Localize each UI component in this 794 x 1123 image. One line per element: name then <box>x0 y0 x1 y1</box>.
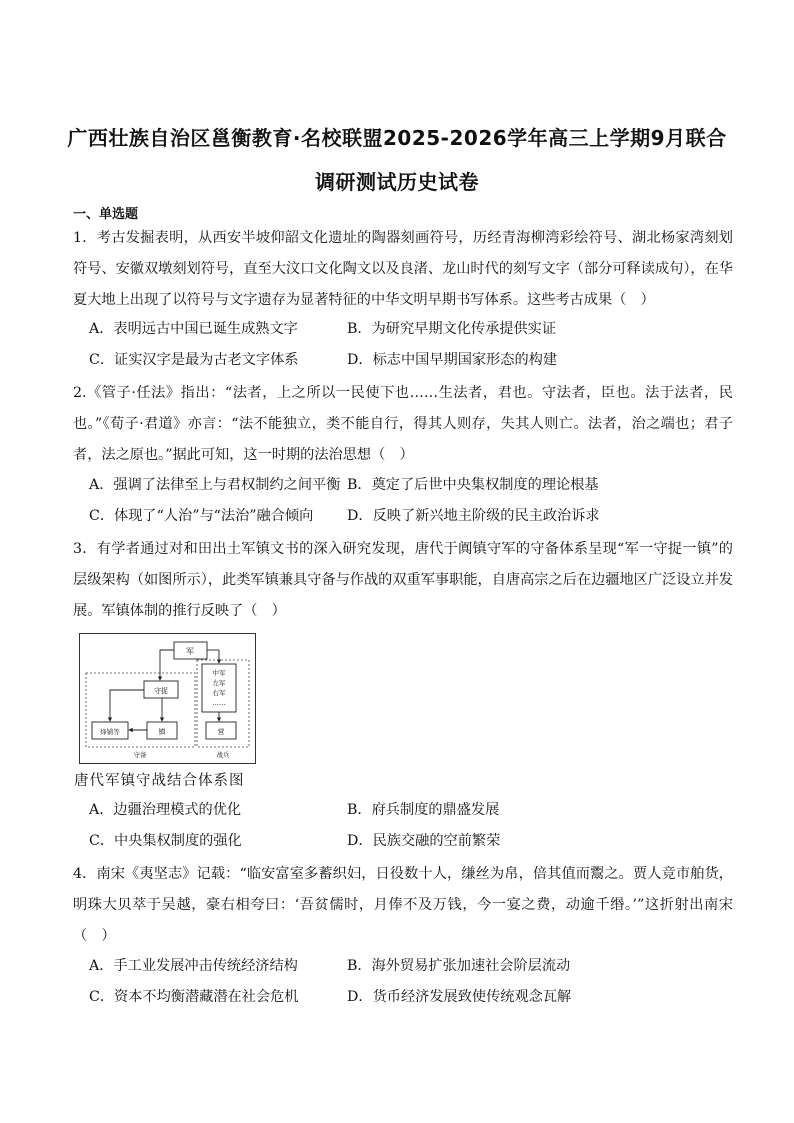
question-4-stem: 4．南宋《夷坚志》记载：“临安富室多蓄织妇，日役数十人，缣丝为帛，倍其值而鬻之。贾人竞市舶货，明珠大贝萃于吴越，豪右相夸曰：‘吾贫儒时，月俸不及万钱，今一宴之费，动逾千缗。’”这折射出南宋（ ） <box>73 866 733 944</box>
label-shouzhuo: 守捉 <box>154 687 168 695</box>
label-zuojun: 左军 <box>212 679 226 687</box>
title-line-1: 广西壮族自治区邕衡教育·名校联盟2025-2026学年高三上学期9月联合 <box>67 126 727 150</box>
military-system-diagram <box>79 633 256 764</box>
question-3-stem: 3．有学者通过对和田出土军镇文书的深入研究发现，唐代于阗镇守军的守备体系呈现“军一守捉一镇”的层级架构（如图所示），此类军镇兼具守备与作战的双重军事职能，自唐高宗之后在边疆地区广泛设立并发展。军镇体制的推行反映了（ ） <box>73 541 733 619</box>
label-youjun: 右军 <box>212 689 226 697</box>
q2-option-c[interactable]: C．体现了“人治”与“法治”融合倾向 <box>89 508 314 524</box>
title-line-2: 调研测试历史试卷 <box>315 170 479 194</box>
label-ying: 营 <box>217 728 225 736</box>
figure-caption: 唐代军镇守战结合体系图 <box>74 773 245 789</box>
q3-option-b[interactable]: B．府兵制度的鼎盛发展 <box>347 802 500 818</box>
q2-option-d[interactable]: D．反映了新兴地主阶级的民主政治诉求 <box>347 508 600 524</box>
q4-option-a[interactable]: A．手工业发展冲击传统经济结构 <box>89 958 298 974</box>
q2-option-b[interactable]: B．奠定了后世中央集权制度的理论根基 <box>347 477 599 493</box>
q4-option-c[interactable]: C．资本不均衡潜藏潜在社会危机 <box>89 989 299 1005</box>
q3-option-a[interactable]: A．边疆治理模式的优化 <box>89 802 242 818</box>
question-2-stem: 2.《管子·任法》指出：“法者，上之所以一民使下也……生法者，君也。守法者，臣也。法于法者，民也。”《荀子·君道》亦言：“法不能独立，类不能自行，得其人则存，失其人则亡。法者，治之端也；君子者，法之原也。”据此可知，这一时期的法治思想（ ） <box>73 385 733 463</box>
q1-option-d[interactable]: D．标志中国早期国家形态的构建 <box>347 352 558 368</box>
label-jun: 军 <box>186 647 194 656</box>
label-shoubei: 守备 <box>133 751 147 759</box>
label-zhen: 镇 <box>158 728 166 736</box>
q1-option-b[interactable]: B．为研究早期文化传承提供实证 <box>347 321 557 337</box>
q1-option-a[interactable]: A．表明远古中国已诞生成熟文字 <box>89 321 298 337</box>
q3-option-c[interactable]: C．中央集权制度的强化 <box>89 833 242 849</box>
label-dots: …… <box>212 699 226 707</box>
label-zhongjun: 中军 <box>212 669 226 677</box>
q4-option-d[interactable]: D．货币经济发展致使传统观念瓦解 <box>347 989 572 1005</box>
q3-option-d[interactable]: D．民族交融的空前繁荣 <box>347 833 501 849</box>
label-zhanbing: 战兵 <box>216 751 230 759</box>
label-fengpu: 烽铺等 <box>100 728 120 736</box>
question-1-stem: 1．考古发掘表明，从西安半坡仰韶文化遗址的陶器刻画符号，历经青海柳湾彩绘符号、湖北杨家湾刻划符号、安徽双墩刻划符号，直至大汶口文化陶文以及良渚、龙山时代的刻写文字（部分可释读成句），在华夏大地上出现了以符号与文字遗存为显著特征的中华文明早期书写体系。这些考古成果（ ） <box>73 230 733 308</box>
q4-option-b[interactable]: B．海外贸易扩张加速社会阶层流动 <box>347 958 571 974</box>
section-heading: 一、单选题 <box>73 207 139 222</box>
q2-option-a[interactable]: A．强调了法律至上与君权制约之间平衡 <box>89 477 341 493</box>
q1-option-c[interactable]: C．证实汉字是最为古老文字体系 <box>89 352 299 368</box>
